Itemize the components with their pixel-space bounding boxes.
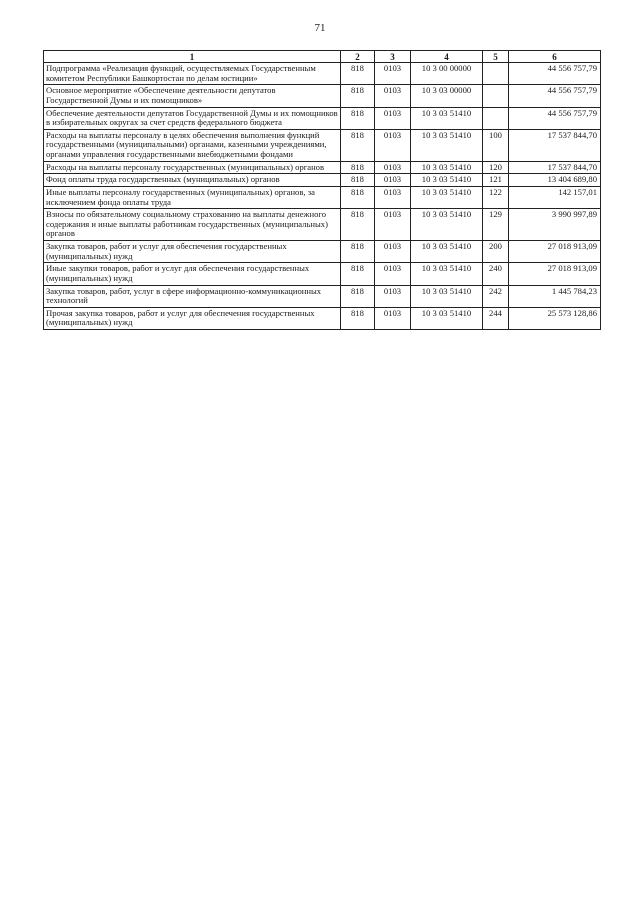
- cell-amount: 142 157,01: [509, 186, 601, 208]
- cell-code-5: 121: [483, 174, 509, 187]
- cell-name: Иные закупки товаров, работ и услуг для обеспечения государственных (муниципальных) нужд: [44, 263, 341, 285]
- cell-code-3: 0103: [375, 85, 411, 107]
- table-body: [44, 63, 601, 330]
- cell-name: Подпрограмма «Реализация функций, осуществляемых Государственным комитетом Республики Башкортостан по делам юстиции»: [44, 63, 341, 85]
- cell-code-5: [483, 63, 509, 85]
- cell-code-3: 0103: [375, 107, 411, 129]
- column-header: 6: [509, 51, 601, 63]
- cell-code-3: 0103: [375, 241, 411, 263]
- cell-code-3: 0103: [375, 209, 411, 241]
- column-header: 5: [483, 51, 509, 63]
- cell-code-3: 0103: [375, 174, 411, 187]
- cell-code-5: 120: [483, 161, 509, 174]
- column-header: 4: [411, 51, 483, 63]
- cell-code-4: 10 3 03 51410: [411, 186, 483, 208]
- cell-code-2: 818: [341, 85, 375, 107]
- cell-code-4: 10 3 00 00000: [411, 63, 483, 85]
- cell-code-3: 0103: [375, 263, 411, 285]
- cell-code-2: 818: [341, 129, 375, 161]
- cell-code-5: 122: [483, 186, 509, 208]
- cell-code-5: [483, 107, 509, 129]
- cell-amount: 44 556 757,79: [509, 85, 601, 107]
- cell-code-4: 10 3 03 51410: [411, 161, 483, 174]
- cell-amount: 17 537 844,70: [509, 161, 601, 174]
- cell-name: Расходы на выплаты персоналу государственных (муниципальных) органов: [44, 161, 341, 174]
- cell-name: Закупка товаров, работ и услуг для обеспечения государственных (муниципальных) нужд: [44, 241, 341, 263]
- cell-code-4: 10 3 03 51410: [411, 307, 483, 329]
- cell-amount: 25 573 128,86: [509, 307, 601, 329]
- cell-amount: 27 018 913,09: [509, 241, 601, 263]
- cell-code-3: 0103: [375, 186, 411, 208]
- cell-name: Расходы на выплаты персоналу в целях обеспечения выполнения функций государственными (муниципальными) органами, казенными учреждениями, органами управления государственными внебюджетными фондами: [44, 129, 341, 161]
- cell-code-5: 200: [483, 241, 509, 263]
- cell-code-3: 0103: [375, 285, 411, 307]
- cell-amount: 1 445 784,23: [509, 285, 601, 307]
- cell-name: Закупка товаров, работ, услуг в сфере информационно-коммуникационных технологий: [44, 285, 341, 307]
- cell-amount: 44 556 757,79: [509, 107, 601, 129]
- table-row: [44, 209, 601, 241]
- cell-name: Фонд оплаты труда государственных (муниципальных) органов: [44, 174, 341, 187]
- table-row: [44, 85, 601, 107]
- cell-code-2: 818: [341, 161, 375, 174]
- cell-code-2: 818: [341, 241, 375, 263]
- cell-code-2: 818: [341, 285, 375, 307]
- cell-code-5: 244: [483, 307, 509, 329]
- cell-code-2: 818: [341, 307, 375, 329]
- table-row: [44, 174, 601, 187]
- cell-code-4: 10 3 03 51410: [411, 174, 483, 187]
- cell-code-2: 818: [341, 209, 375, 241]
- page-number: 71: [314, 22, 326, 34]
- cell-code-2: 818: [341, 107, 375, 129]
- cell-amount: 27 018 913,09: [509, 263, 601, 285]
- cell-code-5: 129: [483, 209, 509, 241]
- cell-code-5: [483, 85, 509, 107]
- cell-name: Обеспечение деятельности депутатов Государственной Думы и их помощников в избирательных округах за счет средств федерального бюджета: [44, 107, 341, 129]
- cell-amount: 44 556 757,79: [509, 63, 601, 85]
- cell-amount: 17 537 844,70: [509, 129, 601, 161]
- column-header: 3: [375, 51, 411, 63]
- cell-code-3: 0103: [375, 161, 411, 174]
- cell-code-3: 0103: [375, 63, 411, 85]
- column-header: 1: [44, 51, 341, 63]
- cell-code-2: 818: [341, 63, 375, 85]
- cell-code-2: 818: [341, 186, 375, 208]
- table-row: [44, 263, 601, 285]
- cell-code-4: 10 3 03 51410: [411, 209, 483, 241]
- cell-code-5: 240: [483, 263, 509, 285]
- table-header-row: [44, 51, 601, 63]
- cell-code-4: 10 3 03 51410: [411, 129, 483, 161]
- cell-code-4: 10 3 03 51410: [411, 285, 483, 307]
- cell-name: Взносы по обязательному социальному страхованию на выплаты денежного содержания и иные выплаты работникам государственных (муниципальных) органов: [44, 209, 341, 241]
- cell-amount: 3 990 997,89: [509, 209, 601, 241]
- table-row: [44, 107, 601, 129]
- cell-name: Основное мероприятие «Обеспечение деятельности депутатов Государственной Думы и их помощников»: [44, 85, 341, 107]
- cell-code-5: 100: [483, 129, 509, 161]
- table-row: [44, 307, 601, 329]
- cell-code-5: 242: [483, 285, 509, 307]
- cell-code-4: 10 3 03 51410: [411, 107, 483, 129]
- cell-code-2: 818: [341, 174, 375, 187]
- cell-code-4: 10 3 03 51410: [411, 241, 483, 263]
- cell-name: Прочая закупка товаров, работ и услуг для обеспечения государственных (муниципальных) нужд: [44, 307, 341, 329]
- table-row: [44, 186, 601, 208]
- budget-table: [43, 50, 601, 330]
- cell-code-3: 0103: [375, 307, 411, 329]
- cell-code-4: 10 3 03 00000: [411, 85, 483, 107]
- table-row: [44, 285, 601, 307]
- column-header: 2: [341, 51, 375, 63]
- table-row: [44, 63, 601, 85]
- table-row: [44, 129, 601, 161]
- cell-code-4: 10 3 03 51410: [411, 263, 483, 285]
- table-row: [44, 241, 601, 263]
- cell-name: Иные выплаты персоналу государственных (муниципальных) органов, за исключением фонда оплаты труда: [44, 186, 341, 208]
- cell-amount: 13 404 689,80: [509, 174, 601, 187]
- table-row: [44, 161, 601, 174]
- cell-code-3: 0103: [375, 129, 411, 161]
- cell-code-2: 818: [341, 263, 375, 285]
